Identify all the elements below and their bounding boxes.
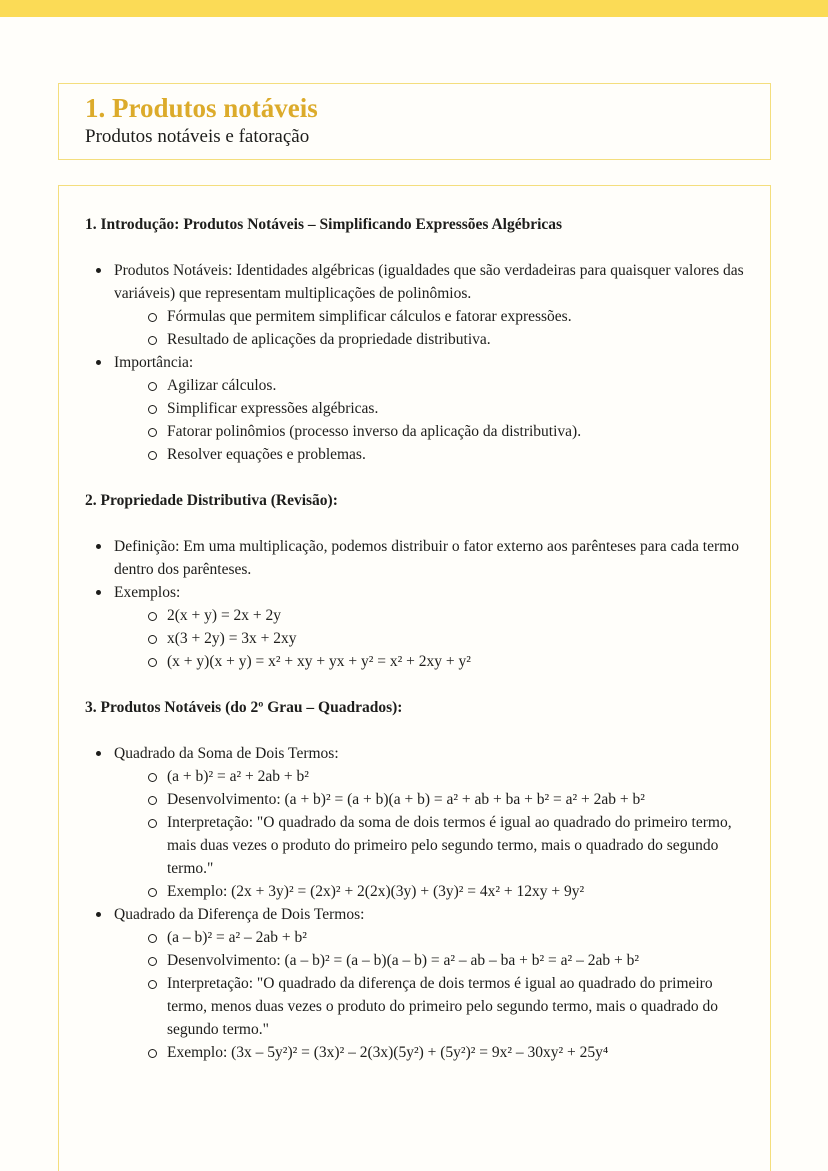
sub-bullet-item: Fatorar polinômios (processo inverso da aplicação da distributiva).	[85, 420, 744, 443]
sub-bullet-item: Desenvolvimento: (a – b)² = (a – b)(a – b) = a² – ab – ba + b² = a² – 2ab + b²	[85, 949, 744, 972]
bullet-list	[85, 742, 744, 1064]
bullet-item: Importância:	[85, 351, 744, 374]
sub-bullet-item: Exemplo: (3x – 5y²)² = (3x)² – 2(3x)(5y²) + (5y²)² = 9x² – 30xy² + 25y⁴	[85, 1041, 744, 1064]
top-accent-bar	[0, 0, 828, 17]
sub-bullet-item: x(3 + 2y) = 3x + 2xy	[85, 627, 744, 650]
doc-section	[85, 489, 744, 673]
bullet-item: Quadrado da Diferença de Dois Termos:	[85, 903, 744, 926]
sub-bullet-item: Agilizar cálculos.	[85, 374, 744, 397]
sub-bullet-item: Fórmulas que permitem simplificar cálculos e fatorar expressões.	[85, 305, 744, 328]
bullet-item: Produtos Notáveis: Identidades algébricas (igualdades que são verdadeiras para quaisquer valores das variáveis) que representam multiplicações de polinômios.	[85, 259, 744, 305]
sub-bullet-item: Resultado de aplicações da propriedade distributiva.	[85, 328, 744, 351]
bullet-item: Exemplos:	[85, 581, 744, 604]
sub-bullet-item: Exemplo: (2x + 3y)² = (2x)² + 2(2x)(3y) + (3y)² = 4x² + 12xy + 9y²	[85, 880, 744, 903]
page-title: 1. Produtos notáveis	[85, 93, 318, 123]
sub-bullet-item: (a – b)² = a² – 2ab + b²	[85, 926, 744, 949]
section-heading: 1. Introdução: Produtos Notáveis – Simplificando Expressões Algébricas	[85, 216, 563, 233]
section-heading: 2. Propriedade Distributiva (Revisão):	[85, 492, 338, 509]
doc-section	[85, 696, 744, 1064]
sub-bullet-item: Interpretação: "O quadrado da soma de dois termos é igual ao quadrado do primeiro termo, mais duas vezes o produto do primeiro pelo segundo termo, mais o quadrado do segundo termo."	[85, 811, 744, 880]
bullet-item: Definição: Em uma multiplicação, podemos distribuir o fator externo aos parênteses para cada termo dentro dos parênteses.	[85, 535, 744, 581]
header-card	[58, 83, 771, 160]
doc-section	[85, 213, 744, 466]
sub-bullet-item: (a + b)² = a² + 2ab + b²	[85, 765, 744, 788]
content-card	[58, 185, 771, 1171]
sub-bullet-item: Interpretação: "O quadrado da diferença de dois termos é igual ao quadrado do primeiro termo, menos duas vezes o produto do primeiro pelo segundo termo, mais o quadrado do segundo termo."	[85, 972, 744, 1041]
page-subtitle: Produtos notáveis e fatoração	[85, 126, 310, 147]
bullet-list	[85, 535, 744, 673]
sub-bullet-item: Desenvolvimento: (a + b)² = (a + b)(a + b) = a² + ab + ba + b² = a² + 2ab + b²	[85, 788, 744, 811]
sub-bullet-item: 2(x + y) = 2x + 2y	[85, 604, 744, 627]
sub-bullet-item: (x + y)(x + y) = x² + xy + yx + y² = x² + 2xy + y²	[85, 650, 744, 673]
sections-container	[85, 213, 744, 1064]
section-heading: 3. Produtos Notáveis (do 2º Grau – Quadrados):	[85, 699, 403, 716]
bullet-item: Quadrado da Soma de Dois Termos:	[85, 742, 744, 765]
bullet-list	[85, 259, 744, 466]
sub-bullet-item: Resolver equações e problemas.	[85, 443, 744, 466]
sub-bullet-item: Simplificar expressões algébricas.	[85, 397, 744, 420]
